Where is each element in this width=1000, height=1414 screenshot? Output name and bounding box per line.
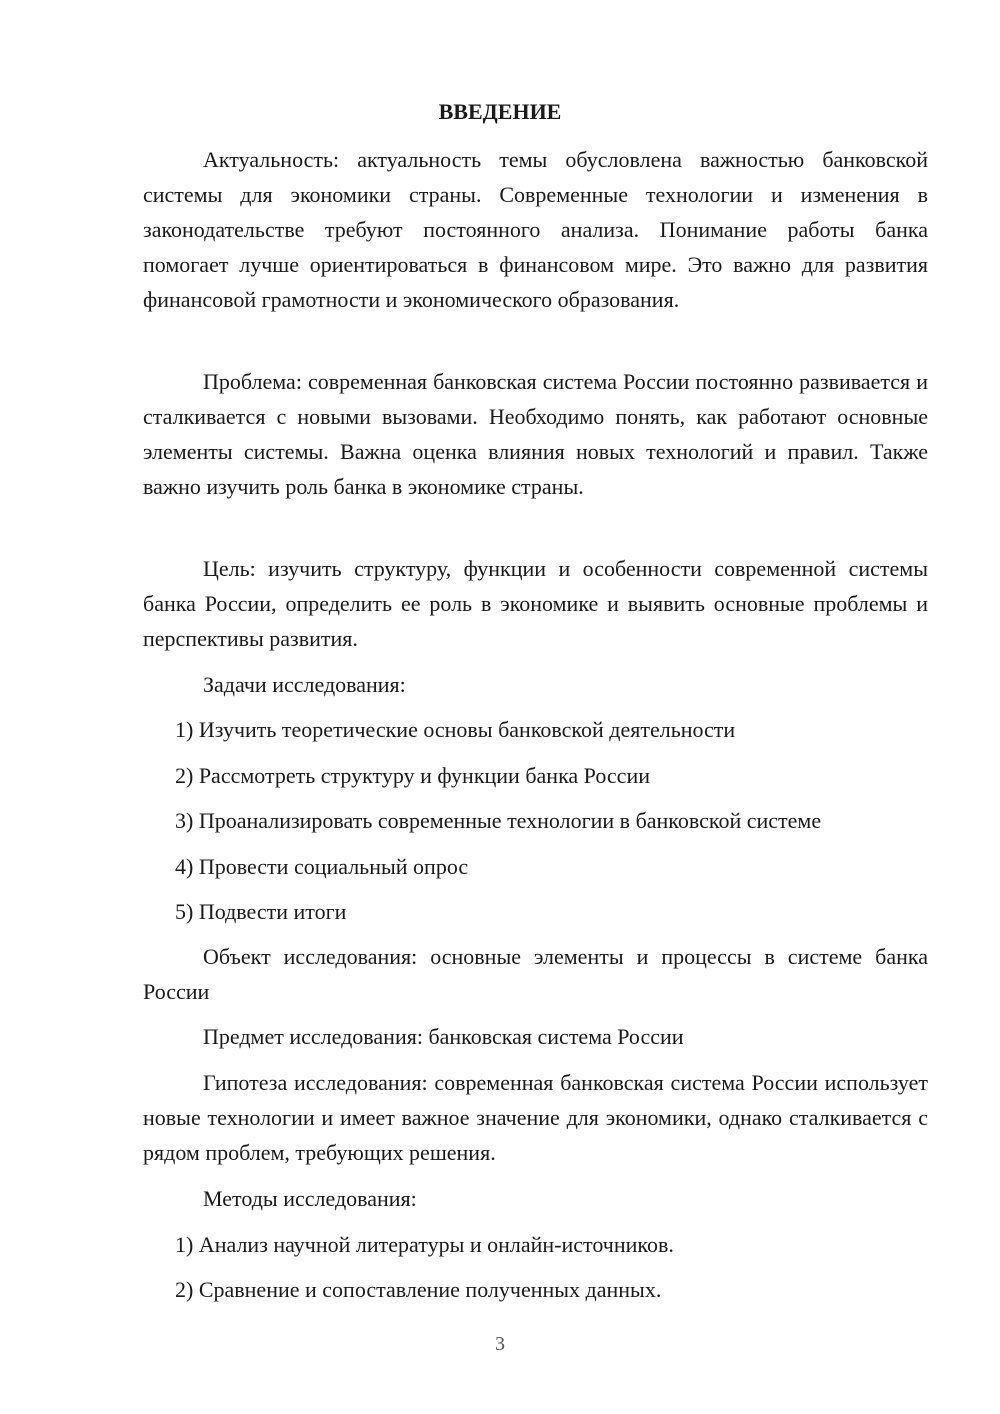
list-item-task-3: 3) Проанализировать современные технологии в банковской системе <box>175 808 822 833</box>
methods-title: Методы исследования: <box>203 1186 417 1211</box>
paragraph-relevance: Актуальность: актуальность темы обусловлена важностью банковской системы для экономики страны. Современные технологии и изменения в законодательстве требуют постоянного анализа. Понимание работы банка помогает лучше ориентироваться в финансовом мире. Это важно для развития финансовой грамотности и экономического образования. <box>143 147 928 312</box>
list-item-task-4: 4) Провести социальный опрос <box>175 854 469 879</box>
paragraph-subject: Предмет исследования: банковская система России <box>203 1024 684 1049</box>
page-number: 3 <box>495 1333 505 1355</box>
list-item-task-5: 5) Подвести итоги <box>175 899 347 924</box>
tasks-title: Задачи исследования: <box>203 672 406 697</box>
list-item-task-1: 1) Изучить теоретические основы банковской деятельности <box>175 717 736 742</box>
paragraph-hypothesis: Гипотеза исследования: современная банковская система России использует новые технологии и имеет важное значение для экономики, однако сталкивается с рядом проблем, требующих решения. <box>143 1070 928 1165</box>
list-item-method-1: 1) Анализ научной литературы и онлайн-источников. <box>175 1232 674 1257</box>
section-heading: ВВЕДЕНИЕ <box>438 99 562 124</box>
paragraph-problem: Проблема: современная банковская система России постоянно развивается и сталкивается с новыми вызовами. Необходимо понять, как работают основные элементы системы. Важна оценка влияния новых технологий и правил. Также важно изучить роль банка в экономике страны. <box>143 369 928 499</box>
paragraph-goal: Цель: изучить структуру, функции и особенности современной системы банка России, определить ее роль в экономике и выявить основные проблемы и перспективы развития. <box>143 556 928 651</box>
paragraph-object: Объект исследования: основные элементы и процессы в системе банка России <box>143 944 928 1004</box>
list-item-method-2: 2) Сравнение и сопоставление полученных данных. <box>175 1277 662 1302</box>
list-item-task-2: 2) Рассмотреть структуру и функции банка России <box>175 763 650 788</box>
